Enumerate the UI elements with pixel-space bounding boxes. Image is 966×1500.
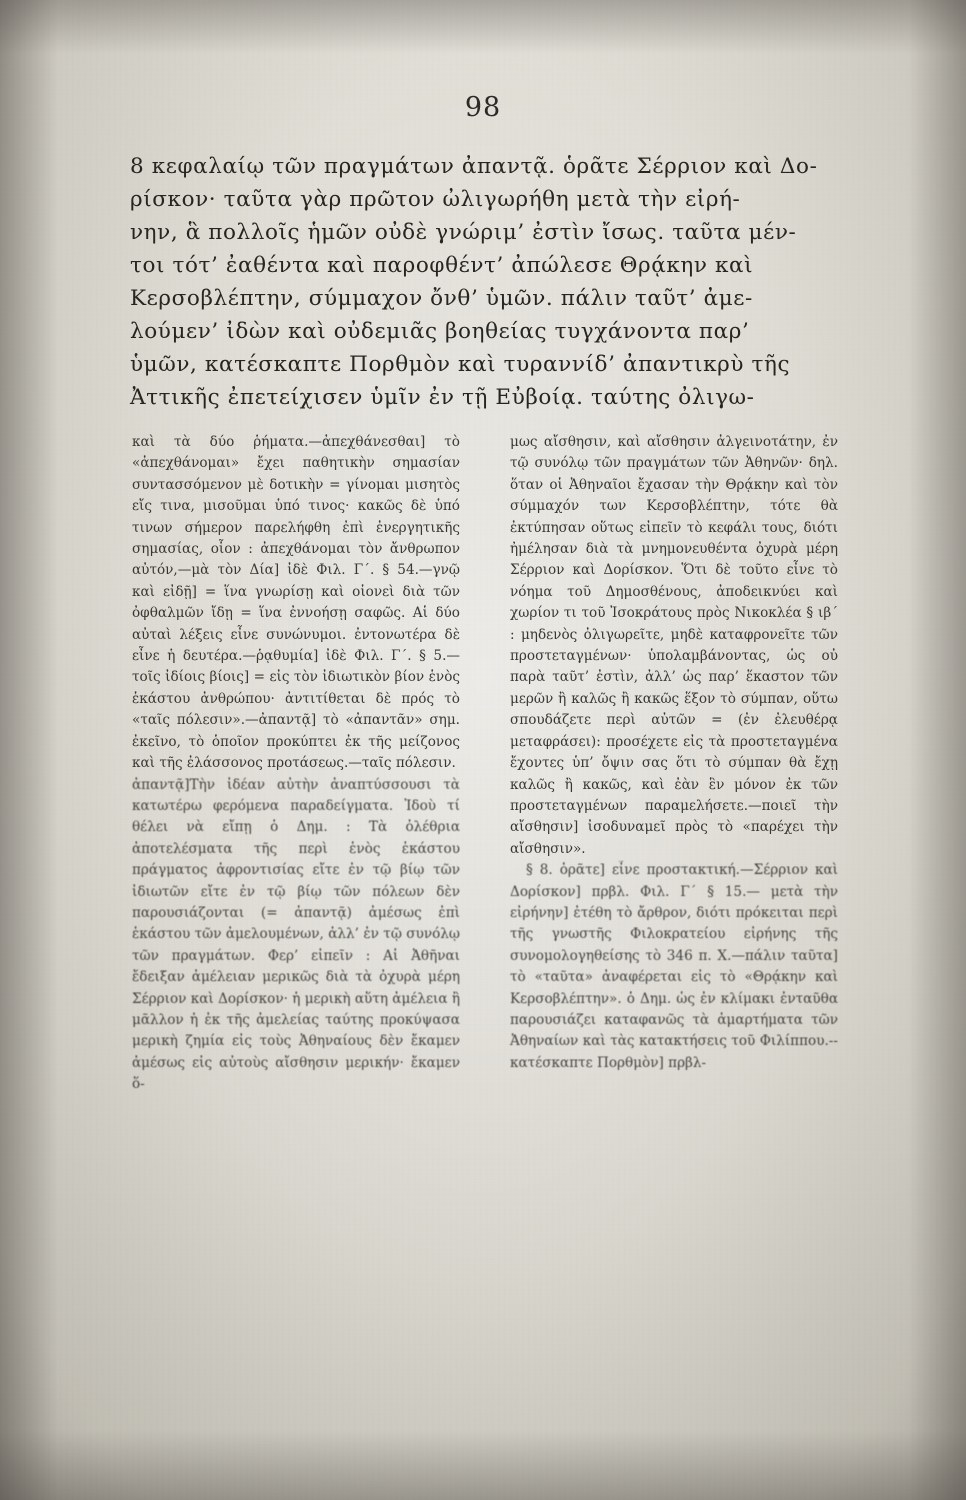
main-text-line: τοι τότ’ ἐαθέντα καὶ παροφθέντ’ ἀπώλεσε Θρᾴκην καὶ [130,253,754,278]
main-text-line: Κερσοβλέπτην, σύμμαχον ὄνθ’ ὑμῶν. πάλιν ταῦτ’ ἀμε- [130,286,753,311]
main-greek-text [130,150,842,414]
commentary-right-column [510,432,838,1074]
scan-shadow-bottom [0,1430,966,1500]
commentary-paragraph: ἀπαντᾷ]Τὴν ἰδέαν αὐτὴν ἀναπτύσσουσι τὰ κατωτέρω φερόμενα παραδείγματα. Ἰδοὺ τί θέλει νὰ εἴπῃ ὁ Δημ. : Τὰ ὀλέθρια ἀποτελέσματα τῆς περὶ ἑνὸς ἑκάστου πράγματος ἀφροντισίας εἴτε ἐν τῷ βίῳ τῶν ἰδιωτῶν εἴτε ἐν τῷ βίῳ τῶν πόλεων δὲν παρουσιάζονται (= ἀπαντᾷ) ἀμέσως ἐπὶ ἑκάστου τῶν ἀμελουμένων, ἀλλ’ ἐν τῷ συνόλῳ τῶν πραγμάτων. Φερ’ εἰπεῖν : Αἱ Ἀθῆναι ἔδειξαν ἀμέλειαν μερικῶς διὰ τὰ ὀχυρὰ μέρη Σέρριον καὶ Δορίσκον· ἡ μερικὴ αὕτη ἀμέλεια ἢ μᾶλλον ἡ ἐκ τῆς ἀμελείας ταύτης προκύψασα μερικὴ ζημία εἰς τοὺς Ἀθηναίους δὲν ἔκαμεν ἀμέσως εἰς αὐτοὺς αἴσθησιν μερικήν· ἔκαμεν ὅ- [132,776,460,1093]
commentary-paragraph: § 8. ὁρᾶτε] εἶνε προστακτική.—Σέρριον καὶ Δορίσκον] πρβλ. Φιλ. Γ΄ § 15.— μετὰ τὴν εἰρήνην] ἐτέθη τὸ ἄρθρον, διότι πρόκειται περὶ τῆς γνωστῆς Φιλοκρατείου εἰρήνης τῆς συνομολογηθείσης τὸ 346 π. Χ.—πάλιν ταῦτα] τὸ «ταῦτα» ἀναφέρεται εἰς τὸ «Θρᾴκην καὶ Κερσοβλέπτην». ὁ Δημ. ὡς ἐν κλίμακι ἐνταῦθα παρουσιάζει καταφανῶς τὰ ἁμαρτήματα τῶν Ἀθηναίων καὶ τὰς κατακτήσεις τοῦ Φιλίππου.--κατέσκαπτε Πορθμὸν] πρβλ- [510,862,838,1071]
page-number: 98 [464,92,502,123]
scan-shadow-right [908,0,966,1500]
commentary-left-column [132,432,460,1096]
commentary-two-column-block [132,432,838,1392]
main-text-line: Ἀττικῆς ἐπετείχισεν ὑμῖν ἐν τῇ Εὐβοίᾳ. ταύτης ὀλιγω- [130,385,755,410]
main-text-line: ὑμῶν, κατέσκαπτε Πορθμὸν καὶ τυραννίδ’ ἀπαντικρὺ τῆς [130,352,791,377]
scan-shadow-left [0,0,58,1500]
commentary-paragraph: μως αἴσθησιν, καὶ αἴσθησιν ἀλγεινοτάτην, ἐν τῷ συνόλῳ τῶν πραγμάτων τῶν Ἀθηνῶν· δηλ. ὅταν οἱ Ἀθηναῖοι ἔχασαν τὴν Θρᾴκην καὶ τὸν σύμμαχόν των Κερσοβλέπτην, τότε θὰ ἐκτύπησαν οὕτως εἰπεῖν τὸ κεφάλι τους, διότι ἠμέλησαν διὰ τὰ μνημονευθέντα ὀχυρὰ μέρη Σέρριον καὶ Δορίσκον. Ὅτι δὲ τοῦτο εἶνε τὸ νόημα τοῦ Δημοσθένους, ἀποδεικνύει καὶ χωρίον τι τοῦ Ἰσοκράτους πρὸς Νικοκλέα § ιβ΄ : μηδενὸς ὀλιγωρεῖτε, μηδὲ καταφρονεῖτε τῶν προστεταγμένων· ὑπολαμβάνοντας, ὡς οὐ παρὰ ταῦτ’ ἐστὶν, ἀλλ’ ὡς παρ’ ἕκαστον τῶν μερῶν ἢ καλῶς ἢ κακῶς ἕξον τὸ σύμπαν, οὕτω σπουδάζετε περὶ αὐτῶν = (ἐν ἐλευθέρᾳ μεταφράσει): προσέχετε εἰς τὰ προστεταγμένα ἔχοντες ὑπ’ ὄψιν σας ὅτι τὸ σύμπαν θὰ ἔχῃ καλῶς ἢ κακῶς, καὶ ἐὰν ἓν μόνον ἐκ τῶν προστεταγμένων παραμελήσετε.—ποιεῖ τὴν αἴσθησιν] ἰσοδυναμεῖ πρὸς τὸ «παρέχει τὴν αἴσθησιν». [510,434,838,857]
commentary-paragraph: καὶ τὰ δύο ῥήματα.—ἀπεχθάνεσθαι] τὸ «ἀπεχθάνομαι» ἔχει παθητικὴν σημασίαν συντασσόμενον μὲ δοτικὴν = γίνομαι μισητὸς εἴς τινα, μισοῦμαι ὑπό τινος· κακῶς δὲ ὑπό τινων σήμερον παρελήφθη ἐπὶ ἐνεργητικῆς σημασίας, οἷον : ἀπεχθάνομαι τὸν ἄνθρωπον αὐτόν,—μὰ τὸν Δία] ἰδὲ Φιλ. Γ΄. § 54.—γνῷ καὶ εἰδῇ] = ἵνα γνωρίσῃ καὶ οἱονεὶ διὰ τῶν ὀφθαλμῶν ἴδῃ = ἵνα ἐννοήσῃ σαφῶς. Αἱ δύο αὐταὶ λέξεις εἶνε συνώνυμοι. ἐντονωτέρα δὲ εἶνε ἡ δευτέρα.—ῥᾳθυμία] ἰδὲ Φιλ. Γ΄. § 5.—τοῖς ἰδίοις βίοις] = εἰς τὸν ἰδιωτικὸν βίον ἑνὸς ἑκάστου ἀνθρώπου· ἀντιτίθεται δὲ πρός τὸ «ταῖς πόλεσιν».—ἀπαντᾷ] τὸ «ἀπαντᾶν» σημ. ἐκεῖνο, τὸ ὁποῖον προκύπτει ἐκ τῆς μείζονος καὶ τῆς ἐλάσσονος προτάσεως.—ταῖς πόλεσιν. [132,434,460,772]
main-text-line: 8 κεφαλαίῳ τῶν πραγμάτων ἀπαντᾷ. ὁρᾶτε Σέρριον καὶ Δο- [130,154,818,179]
main-text-line: νην, ἃ πολλοῖς ἡμῶν οὐδὲ γνώριμ’ ἐστὶν ἴσως. ταῦτα μέν- [130,220,797,245]
main-text-line: ρίσκον· ταῦτα γὰρ πρῶτον ὠλιγωρήθη μετὰ τὴν εἰρή- [130,187,741,212]
scan-shadow-top [0,0,966,54]
main-text-line: λούμεν’ ἰδὼν καὶ οὐδεμιᾶς βοηθείας τυγχάνοντα παρ’ [130,319,750,344]
